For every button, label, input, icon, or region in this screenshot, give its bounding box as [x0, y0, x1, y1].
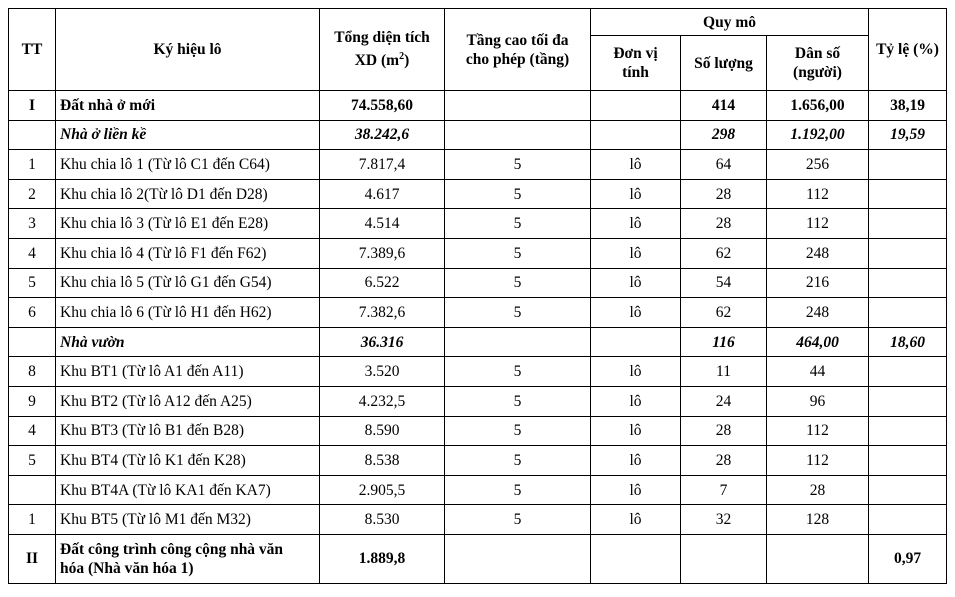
cell-tt [9, 475, 56, 505]
cell-ratio [869, 179, 947, 209]
cell-ratio [869, 416, 947, 446]
cell-area: 74.558,60 [320, 91, 445, 121]
cell-tt: 1 [9, 150, 56, 180]
table-row [9, 446, 947, 476]
cell-unit: lô [591, 446, 681, 476]
cell-qty: 54 [681, 268, 767, 298]
table-row [9, 150, 947, 180]
cell-ratio [869, 505, 947, 535]
table-row [9, 91, 947, 121]
cell-pop: 1.192,00 [767, 120, 869, 150]
cell-name: Khu BT3 (Từ lô B1 đến B28) [56, 416, 320, 446]
cell-ratio [869, 268, 947, 298]
header-area-end: ) [404, 52, 410, 70]
cell-qty: 11 [681, 357, 767, 387]
cell-tt [9, 120, 56, 150]
cell-floors: 5 [445, 268, 591, 298]
cell-ratio: 19,59 [869, 120, 947, 150]
cell-ratio [869, 386, 947, 416]
cell-floors: 5 [445, 416, 591, 446]
cell-pop: 112 [767, 179, 869, 209]
table-row [9, 505, 947, 535]
cell-area: 7.817,4 [320, 150, 445, 180]
cell-qty: 28 [681, 179, 767, 209]
cell-name: Khu chia lô 3 (Từ lô E1 đến E28) [56, 209, 320, 239]
cell-name [56, 534, 320, 583]
header-tt: TT [9, 9, 56, 91]
cell-unit [591, 327, 681, 357]
cell-tt: 3 [9, 209, 56, 239]
cell-name: Đất nhà ở mới [56, 91, 320, 121]
header-row-1 [9, 9, 947, 36]
cell-ratio [869, 298, 947, 328]
header-floors-line2: cho phép (tầng) [465, 50, 570, 68]
cell-ratio [869, 238, 947, 268]
cell-floors: 5 [445, 238, 591, 268]
cell-name: Khu chia lô 5 (Từ lô G1 đến G54) [56, 268, 320, 298]
table-row-public-land [9, 534, 947, 583]
cell-tt: I [9, 91, 56, 121]
cell-name: Khu BT4 (Từ lô K1 đến K28) [56, 446, 320, 476]
cell-area: 2.905,5 [320, 475, 445, 505]
cell-area: 38.242,6 [320, 120, 445, 150]
cell-tt: 6 [9, 298, 56, 328]
header-ratio: Tỷ lệ (%) [869, 9, 947, 91]
cell-tt: 9 [9, 386, 56, 416]
cell-floors [445, 327, 591, 357]
table-row [9, 238, 947, 268]
cell-tt: II [9, 534, 56, 583]
header-pop-line2: (người) [793, 64, 842, 81]
table-row [9, 268, 947, 298]
table-row [9, 298, 947, 328]
cell-area: 4.617 [320, 179, 445, 209]
header-pop [767, 36, 869, 91]
header-unit [591, 36, 681, 91]
cell-area: 36.316 [320, 327, 445, 357]
cell-tt: 5 [9, 268, 56, 298]
cell-floors [445, 534, 591, 583]
cell-qty [681, 534, 767, 583]
cell-unit [591, 534, 681, 583]
cell-floors [445, 91, 591, 121]
cell-pop [767, 534, 869, 583]
cell-tt: 4 [9, 238, 56, 268]
table-row [9, 386, 947, 416]
cell-area: 6.522 [320, 268, 445, 298]
cell-pop: 248 [767, 298, 869, 328]
cell-qty: 7 [681, 475, 767, 505]
header-qty: Số lượng [681, 36, 767, 91]
cell-area: 8.538 [320, 446, 445, 476]
cell-unit: lô [591, 238, 681, 268]
cell-pop: 464,00 [767, 327, 869, 357]
cell-unit: lô [591, 505, 681, 535]
cell-name: Khu BT5 (Từ lô M1 đến M32) [56, 505, 320, 535]
header-lot: Ký hiệu lô [56, 9, 320, 91]
cell-unit [591, 91, 681, 121]
cell-unit: lô [591, 268, 681, 298]
cell-unit: lô [591, 386, 681, 416]
cell-tt [9, 327, 56, 357]
cell-name: Khu chia lô 6 (Từ lô H1 đến H62) [56, 298, 320, 328]
cell-area: 4.232,5 [320, 386, 445, 416]
cell-pop: 96 [767, 386, 869, 416]
header-floors [445, 9, 591, 91]
cell-pop: 28 [767, 475, 869, 505]
table-body [9, 91, 947, 535]
header-unit-line1: Đơn vị [613, 45, 658, 62]
table-row [9, 327, 947, 357]
cell-tt: 8 [9, 357, 56, 387]
cell-area: 7.389,6 [320, 238, 445, 268]
cell-qty: 24 [681, 386, 767, 416]
header-pop-line1: Dân số [794, 45, 841, 62]
cell-pop: 248 [767, 238, 869, 268]
cell-ratio [869, 357, 947, 387]
cell-unit: lô [591, 357, 681, 387]
header-scale: Quy mô [591, 9, 869, 36]
cell-name: Nhà vườn [56, 327, 320, 357]
cell-pop: 256 [767, 150, 869, 180]
cell-name: Khu chia lô 4 (Từ lô F1 đến F62) [56, 238, 320, 268]
header-floors-line1: Tầng cao tối đa [466, 31, 569, 49]
cell-pop: 44 [767, 357, 869, 387]
cell-floors: 5 [445, 505, 591, 535]
cell-name: Nhà ở liền kề [56, 120, 320, 150]
cell-name-line1: Đất công trình công cộng nhà văn [60, 540, 284, 558]
cell-area: 1.889,8 [320, 534, 445, 583]
cell-ratio: 0,97 [869, 534, 947, 583]
cell-qty: 64 [681, 150, 767, 180]
cell-unit: lô [591, 150, 681, 180]
cell-qty: 28 [681, 446, 767, 476]
header-unit-line2: tính [622, 64, 649, 81]
cell-qty: 62 [681, 238, 767, 268]
cell-pop: 112 [767, 209, 869, 239]
cell-name: Khu chia lô 1 (Từ lô C1 đến C64) [56, 150, 320, 180]
cell-ratio: 38,19 [869, 91, 947, 121]
cell-floors: 5 [445, 209, 591, 239]
cell-qty: 32 [681, 505, 767, 535]
table-row [9, 416, 947, 446]
cell-floors: 5 [445, 446, 591, 476]
cell-pop: 128 [767, 505, 869, 535]
cell-tt: 1 [9, 505, 56, 535]
cell-unit [591, 120, 681, 150]
cell-name: Khu BT2 (Từ lô A12 đến A25) [56, 386, 320, 416]
cell-name-line2: hóa (Nhà văn hóa 1) [60, 559, 194, 577]
table-row [9, 209, 947, 239]
cell-name: Khu BT1 (Từ lô A1 đến A11) [56, 357, 320, 387]
cell-tt: 5 [9, 446, 56, 476]
cell-area: 8.530 [320, 505, 445, 535]
cell-floors [445, 120, 591, 150]
cell-area: 3.520 [320, 357, 445, 387]
cell-pop: 216 [767, 268, 869, 298]
cell-tt: 4 [9, 416, 56, 446]
cell-area: 8.590 [320, 416, 445, 446]
cell-area: 4.514 [320, 209, 445, 239]
table-row [9, 357, 947, 387]
cell-qty: 414 [681, 91, 767, 121]
header-area [320, 9, 445, 91]
cell-name: Khu BT4A (Từ lô KA1 đến KA7) [56, 475, 320, 505]
cell-unit: lô [591, 475, 681, 505]
table-row [9, 179, 947, 209]
cell-unit: lô [591, 209, 681, 239]
cell-qty: 28 [681, 416, 767, 446]
cell-unit: lô [591, 298, 681, 328]
cell-qty: 28 [681, 209, 767, 239]
cell-qty: 298 [681, 120, 767, 150]
land-use-table [8, 8, 947, 584]
cell-ratio [869, 446, 947, 476]
cell-pop: 112 [767, 416, 869, 446]
cell-floors: 5 [445, 298, 591, 328]
cell-pop: 112 [767, 446, 869, 476]
cell-ratio [869, 475, 947, 505]
table-row [9, 120, 947, 150]
cell-unit: lô [591, 416, 681, 446]
cell-name: Khu chia lô 2(Từ lô D1 đến D28) [56, 179, 320, 209]
cell-floors: 5 [445, 475, 591, 505]
cell-unit: lô [591, 179, 681, 209]
header-area-sup: 2 [399, 51, 405, 63]
header-area-line2: XD (m [354, 52, 400, 70]
cell-ratio [869, 209, 947, 239]
cell-qty: 62 [681, 298, 767, 328]
cell-floors: 5 [445, 357, 591, 387]
cell-tt: 2 [9, 179, 56, 209]
cell-area: 7.382,6 [320, 298, 445, 328]
cell-floors: 5 [445, 386, 591, 416]
cell-qty: 116 [681, 327, 767, 357]
cell-ratio [869, 150, 947, 180]
cell-pop: 1.656,00 [767, 91, 869, 121]
cell-floors: 5 [445, 150, 591, 180]
cell-ratio: 18,60 [869, 327, 947, 357]
header-area-line1: Tổng diện tích [334, 29, 430, 47]
table-row [9, 475, 947, 505]
cell-floors: 5 [445, 179, 591, 209]
